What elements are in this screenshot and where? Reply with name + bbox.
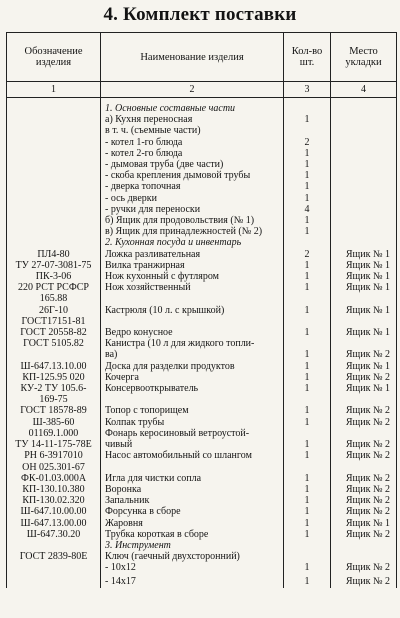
designation-cell: 26Г-10 xyxy=(7,305,101,316)
designation-cell: 01169.1.000 xyxy=(7,428,101,439)
item-name-cell: Канистра (10 л для жидкого топли- xyxy=(101,338,284,349)
item-name-cell: Нож кухонный с футляром xyxy=(101,271,284,282)
quantity-cell: 1 xyxy=(284,282,331,293)
item-name-cell: Ведро конусное xyxy=(101,327,284,338)
item-name-cell: Топор с топорищем xyxy=(101,405,284,416)
quantity-cell: 1 xyxy=(284,181,331,192)
designation-cell xyxy=(7,137,101,148)
item-name-cell: Ложка разливательная xyxy=(101,249,284,260)
item-name-cell: Жаровня xyxy=(101,518,284,529)
designation-cell xyxy=(7,226,101,237)
table-row xyxy=(7,361,397,372)
designation-cell xyxy=(7,159,101,170)
quantity-cell: 1 xyxy=(284,327,331,338)
table-row xyxy=(7,125,397,136)
designation-cell xyxy=(7,193,101,204)
designation-cell xyxy=(7,170,101,181)
item-name-cell: - дымовая труба (две части) xyxy=(101,159,284,170)
quantity-cell: 1 xyxy=(284,439,331,450)
quantity-cell: 1 xyxy=(284,495,331,506)
table-row xyxy=(7,193,397,204)
delivery-set-table xyxy=(6,32,397,588)
header-qty: Кол-во шт. xyxy=(284,33,331,82)
location-cell: Ящик № 2 xyxy=(331,372,397,383)
designation-cell: Ш-647.13.10.00 xyxy=(7,361,101,372)
quantity-cell: 1 xyxy=(284,193,331,204)
item-name-cell: б) Ящик для продовольствия (№ 1) xyxy=(101,215,284,226)
item-name-cell xyxy=(101,293,284,304)
designation-cell: КП-125.95 020 xyxy=(7,372,101,383)
quantity-cell xyxy=(284,462,331,473)
column-number: 2 xyxy=(101,82,284,98)
quantity-cell: 1 xyxy=(284,529,331,540)
table-row xyxy=(7,484,397,495)
designation-cell: РН 6-3917010 xyxy=(7,450,101,461)
location-cell: Ящик № 1 xyxy=(331,282,397,293)
quantity-cell xyxy=(284,540,331,551)
quantity-cell: 1 xyxy=(284,372,331,383)
location-cell xyxy=(331,103,397,114)
quantity-cell: 2 xyxy=(284,137,331,148)
item-name-cell: Фонарь керосиновый ветроустой- xyxy=(101,428,284,439)
item-name-cell xyxy=(101,462,284,473)
designation-cell: ГОСТ 2839-80Е xyxy=(7,551,101,562)
table-row xyxy=(7,282,397,293)
quantity-cell: 1 xyxy=(284,473,331,484)
location-cell: Ящик № 1 xyxy=(331,305,397,316)
quantity-cell xyxy=(284,103,331,114)
designation-cell: 169-75 xyxy=(7,394,101,405)
table-row xyxy=(7,394,397,405)
quantity-cell: 1 xyxy=(284,260,331,271)
designation-cell: 220 РСТ РСФСР xyxy=(7,282,101,293)
location-cell: Ящик № 2 xyxy=(331,574,397,588)
designation-cell xyxy=(7,114,101,125)
location-cell xyxy=(331,204,397,215)
table-row xyxy=(7,506,397,517)
quantity-cell: 1 xyxy=(284,506,331,517)
item-name-cell: Консервооткрыватель xyxy=(101,383,284,394)
table-row xyxy=(7,159,397,170)
header-designation: Обозначение изделия xyxy=(7,33,101,82)
designation-cell: ТУ 14-11-175-78Е xyxy=(7,439,101,450)
table-row xyxy=(7,495,397,506)
table-row xyxy=(7,215,397,226)
table-row xyxy=(7,293,397,304)
table-row xyxy=(7,148,397,159)
designation-cell xyxy=(7,148,101,159)
location-cell xyxy=(331,462,397,473)
location-cell xyxy=(331,540,397,551)
designation-cell xyxy=(7,540,101,551)
table-row xyxy=(7,405,397,416)
quantity-cell: 1 xyxy=(284,215,331,226)
header-name: Наименование изделия xyxy=(101,33,284,82)
column-number: 4 xyxy=(331,82,397,98)
quantity-cell: 4 xyxy=(284,204,331,215)
table-row xyxy=(7,372,397,383)
location-cell: Ящик № 1 xyxy=(331,327,397,338)
designation-cell xyxy=(7,204,101,215)
location-cell: Ящик № 2 xyxy=(331,562,397,573)
location-cell: Ящик № 2 xyxy=(331,495,397,506)
location-cell: Ящик № 2 xyxy=(331,439,397,450)
column-number: 3 xyxy=(284,82,331,98)
location-cell xyxy=(331,137,397,148)
location-cell xyxy=(331,428,397,439)
table-row xyxy=(7,260,397,271)
item-name-cell: в т. ч. (съемные части) xyxy=(101,125,284,136)
item-name-cell: ва) xyxy=(101,349,284,360)
table-row xyxy=(7,349,397,360)
quantity-cell xyxy=(284,293,331,304)
table-header-row xyxy=(7,33,397,82)
table-row xyxy=(7,462,397,473)
location-cell: Ящик № 1 xyxy=(331,271,397,282)
table-row xyxy=(7,518,397,529)
item-name-cell: Колпак трубы xyxy=(101,417,284,428)
table-row xyxy=(7,439,397,450)
item-name-cell: - котел 2-го блюда xyxy=(101,148,284,159)
designation-cell: Ш-385-60 xyxy=(7,417,101,428)
designation-cell xyxy=(7,574,101,588)
item-name-cell: Воронка xyxy=(101,484,284,495)
item-name-cell: Запальник xyxy=(101,495,284,506)
item-name-cell: - ручки для переноски xyxy=(101,204,284,215)
item-name-cell xyxy=(101,316,284,327)
designation-cell: ОН 025.301-67 xyxy=(7,462,101,473)
table-row xyxy=(7,271,397,282)
location-cell: Ящик № 2 xyxy=(331,473,397,484)
location-cell: Ящик № 1 xyxy=(331,260,397,271)
section-heading-row xyxy=(7,103,397,114)
designation-cell: 165.88 xyxy=(7,293,101,304)
item-name-cell: а) Кухня переносная xyxy=(101,114,284,125)
location-cell xyxy=(331,125,397,136)
location-cell xyxy=(331,316,397,327)
location-cell xyxy=(331,114,397,125)
designation-cell xyxy=(7,215,101,226)
designation-cell: КП-130.10.380 xyxy=(7,484,101,495)
quantity-cell: 1 xyxy=(284,349,331,360)
section-heading-row xyxy=(7,540,397,551)
item-name-cell: 3. Инструмент xyxy=(101,540,284,551)
table-row xyxy=(7,562,397,573)
item-name-cell: 1. Основные составные части xyxy=(101,103,284,114)
quantity-cell: 1 xyxy=(284,562,331,573)
quantity-cell xyxy=(284,338,331,349)
table-row xyxy=(7,137,397,148)
designation-cell: ПК-3-06 xyxy=(7,271,101,282)
item-name-cell: - котел 1-го блюда xyxy=(101,137,284,148)
table-row xyxy=(7,327,397,338)
item-name-cell xyxy=(101,394,284,405)
item-name-cell: Насос автомобильный со шлангом xyxy=(101,450,284,461)
designation-cell: КУ-2 ТУ 105.6- xyxy=(7,383,101,394)
location-cell: Ящик № 1 xyxy=(331,249,397,260)
item-name-cell: Кочерга xyxy=(101,372,284,383)
table-row xyxy=(7,574,397,588)
table-row xyxy=(7,249,397,260)
designation-cell: ТУ 27-07-3081-75 xyxy=(7,260,101,271)
table-row xyxy=(7,450,397,461)
location-cell xyxy=(331,215,397,226)
quantity-cell: 1 xyxy=(284,114,331,125)
table-row xyxy=(7,529,397,540)
item-name-cell: Ключ (гаечный двухсторонний) xyxy=(101,551,284,562)
designation-cell xyxy=(7,349,101,360)
item-name-cell: Доска для разделки продуктов xyxy=(101,361,284,372)
designation-cell xyxy=(7,181,101,192)
item-name-cell: Кастрюля (10 л. с крышкой) xyxy=(101,305,284,316)
location-cell xyxy=(331,226,397,237)
designation-cell xyxy=(7,103,101,114)
designation-cell: ГОСТ 5105.82 xyxy=(7,338,101,349)
designation-cell: ГОСТ17151-81 xyxy=(7,316,101,327)
designation-cell: ФК-01.03.000А xyxy=(7,473,101,484)
table-row xyxy=(7,226,397,237)
table-row xyxy=(7,473,397,484)
location-cell: Ящик № 2 xyxy=(331,405,397,416)
item-name-cell: - скоба крепления дымовой трубы xyxy=(101,170,284,181)
quantity-cell: 1 xyxy=(284,518,331,529)
designation-cell xyxy=(7,562,101,573)
quantity-cell: 1 xyxy=(284,484,331,495)
quantity-cell: 1 xyxy=(284,574,331,588)
location-cell xyxy=(331,551,397,562)
location-cell: Ящик № 2 xyxy=(331,506,397,517)
section-heading-row xyxy=(7,237,397,248)
table-row xyxy=(7,428,397,439)
item-name-cell: Нож хозяйственный xyxy=(101,282,284,293)
location-cell: Ящик № 2 xyxy=(331,417,397,428)
item-name-cell: - дверка топочная xyxy=(101,181,284,192)
designation-cell: ГОСТ 18578-89 xyxy=(7,405,101,416)
quantity-cell: 1 xyxy=(284,159,331,170)
location-cell: Ящик № 2 xyxy=(331,484,397,495)
item-name-cell: Трубка короткая в сборе xyxy=(101,529,284,540)
item-name-cell: Игла для чистки сопла xyxy=(101,473,284,484)
quantity-cell: 1 xyxy=(284,361,331,372)
quantity-cell: 1 xyxy=(284,417,331,428)
table-row xyxy=(7,417,397,428)
table-row xyxy=(7,551,397,562)
location-cell xyxy=(331,237,397,248)
table-row xyxy=(7,383,397,394)
column-number-row xyxy=(7,82,397,98)
table-row xyxy=(7,316,397,327)
designation-cell: Ш-647.10.00.00 xyxy=(7,506,101,517)
table-row xyxy=(7,170,397,181)
designation-cell: Ш-647.13.00.00 xyxy=(7,518,101,529)
item-name-cell: Форсунка в сборе xyxy=(101,506,284,517)
quantity-cell xyxy=(284,316,331,327)
location-cell xyxy=(331,170,397,181)
designation-cell xyxy=(7,237,101,248)
item-name-cell: - ось дверки xyxy=(101,193,284,204)
item-name-cell: Вилка транжирная xyxy=(101,260,284,271)
quantity-cell xyxy=(284,125,331,136)
location-cell xyxy=(331,159,397,170)
designation-cell: КП-130.02.320 xyxy=(7,495,101,506)
table-row xyxy=(7,305,397,316)
location-cell: Ящик № 2 xyxy=(331,529,397,540)
designation-cell: Ш-647.30.20 xyxy=(7,529,101,540)
quantity-cell: 1 xyxy=(284,226,331,237)
quantity-cell: 1 xyxy=(284,405,331,416)
location-cell xyxy=(331,293,397,304)
quantity-cell xyxy=(284,394,331,405)
quantity-cell: 1 xyxy=(284,271,331,282)
designation-cell xyxy=(7,125,101,136)
column-number: 1 xyxy=(7,82,101,98)
quantity-cell xyxy=(284,551,331,562)
location-cell xyxy=(331,148,397,159)
quantity-cell: 1 xyxy=(284,148,331,159)
item-name-cell: чивый xyxy=(101,439,284,450)
location-cell xyxy=(331,181,397,192)
designation-cell: ПЛ4-80 xyxy=(7,249,101,260)
table-row xyxy=(7,181,397,192)
quantity-cell xyxy=(284,237,331,248)
item-name-cell: - 14х17 xyxy=(101,574,284,588)
item-name-cell: в) Ящик для принадлежностей (№ 2) xyxy=(101,226,284,237)
location-cell: Ящик № 2 xyxy=(331,349,397,360)
location-cell: Ящик № 1 xyxy=(331,361,397,372)
item-name-cell: 2. Кухонная посуда и инвентарь xyxy=(101,237,284,248)
location-cell xyxy=(331,193,397,204)
table-body xyxy=(7,98,397,588)
table-row xyxy=(7,114,397,125)
quantity-cell: 2 xyxy=(284,249,331,260)
designation-cell: ГОСТ 20558-82 xyxy=(7,327,101,338)
section-title: 4. Комплект поставки xyxy=(103,4,297,25)
quantity-cell: 1 xyxy=(284,305,331,316)
table-row xyxy=(7,338,397,349)
table-row xyxy=(7,204,397,215)
location-cell: Ящик № 1 xyxy=(331,518,397,529)
quantity-cell xyxy=(284,428,331,439)
location-cell xyxy=(331,394,397,405)
header-location: Место укладки xyxy=(331,33,397,82)
quantity-cell: 1 xyxy=(284,383,331,394)
location-cell: Ящик № 2 xyxy=(331,450,397,461)
location-cell: Ящик № 1 xyxy=(331,383,397,394)
location-cell xyxy=(331,338,397,349)
item-name-cell: - 10х12 xyxy=(101,562,284,573)
quantity-cell: 1 xyxy=(284,170,331,181)
quantity-cell: 1 xyxy=(284,450,331,461)
